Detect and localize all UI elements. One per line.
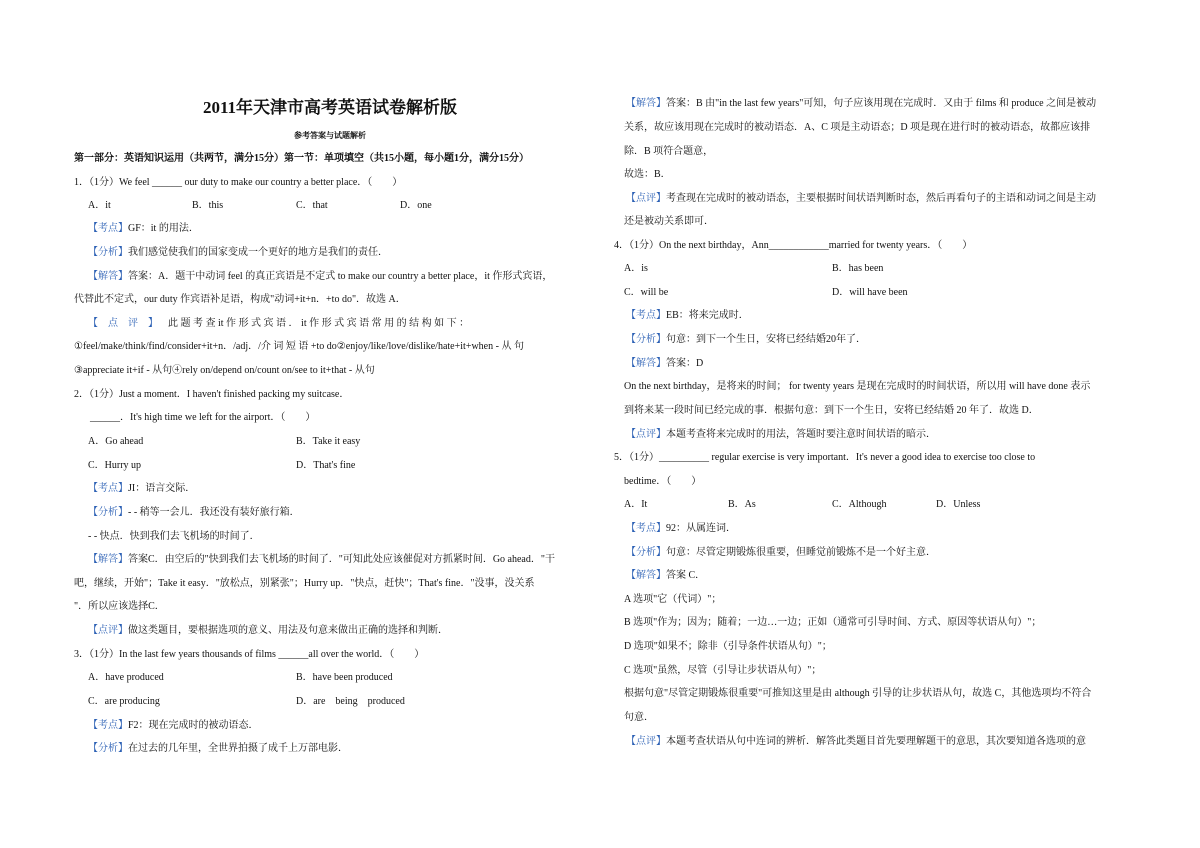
q2-options-row2 <box>88 459 508 472</box>
q3-options-row2 <box>88 695 508 708</box>
fenxi-tag: 【分析】 <box>88 247 128 258</box>
page-title: 2011年天津市高考英语试卷解析版 <box>202 98 458 117</box>
q5-option-c-note: C 选项"虽然，尽管（引导让步状语从句）"； <box>624 665 822 676</box>
q3-dianping-text: 考查现在完成时的被动语态，主要根据时间状语判断时态，然后再看句子的主语和动词之间是主动 <box>666 193 1096 204</box>
q1-kaodian-text: GF：it 的用法． <box>128 223 199 234</box>
q4-dianping-text: 本题考查将来完成时的用法，答题时要注意时间状语的暗示． <box>666 429 936 440</box>
kaodian-tag: 【考点】 <box>626 523 666 534</box>
q5-option-c: C．Although <box>832 499 887 510</box>
q5-option-b-note: B 选项"作为；因为；随着；一边…一边；正如（通常可引导时间、方式、原因等状语从句）"； <box>624 617 1042 628</box>
q3-kaodian <box>88 719 259 732</box>
section-heading: 第一部分：英语知识运用（共两节，满分15分）第一节：单项填空（共15小题，每小题1分，满分15分） <box>74 153 529 164</box>
q1-fenxi <box>88 246 388 259</box>
q3-option-b: B．have been produced <box>296 672 393 683</box>
q5-option-a: A．It <box>624 499 648 510</box>
q4-option-d: D．will have been <box>832 287 908 298</box>
q4-jieda-text: 答案：D <box>666 358 704 369</box>
q2-option-a: A．Go ahead <box>88 436 144 447</box>
q3-options-row1 <box>88 671 508 684</box>
dianping-tag: 【 点 评 】 <box>88 318 158 329</box>
q1-options <box>88 199 508 212</box>
q1-option-c: C．that <box>296 200 328 211</box>
q2-jieda-3: "．所以应该选择C． <box>74 601 165 612</box>
q5-dianping <box>626 735 1086 748</box>
q5-kaodian <box>626 522 736 535</box>
jieda-tag: 【解答】 <box>88 554 128 565</box>
q2-kaodian-text: JI：语言交际． <box>128 483 196 494</box>
q4-options-row1 <box>624 262 1044 275</box>
kaodian-tag: 【考点】 <box>88 483 128 494</box>
kaodian-tag: 【考点】 <box>88 720 128 731</box>
q1-jieda-cont: 代替此不定式，our duty 作宾语补足语，构成"动词+it+n．+to do"．故选 A． <box>74 294 406 305</box>
q5-jieda-text: 答案 C． <box>666 570 706 581</box>
q3-dianping <box>626 192 1096 205</box>
q1-jieda-text: 答案：A．题干中动词 feel 的真正宾语是不定式 to make our country a better place，it 作形式宾语， <box>128 271 553 282</box>
q2-stem-2: ______．It's high time we left for the airport．（ ） <box>90 412 316 423</box>
q5-option-a-note: A 选项"它（代词）"； <box>624 594 722 605</box>
q4-fenxi <box>626 333 866 346</box>
q4-option-b: B．has been <box>832 263 884 274</box>
q2-kaodian <box>88 482 195 495</box>
dianping-tag: 【点评】 <box>626 736 666 747</box>
fenxi-tag: 【分析】 <box>626 334 666 345</box>
q1-jieda <box>88 270 552 283</box>
q1-option-a: A．it <box>88 200 111 211</box>
q1-dianping-2: ①feel/make/think/find/consider+it+n．/adj．/介 词 短 语 +to do②enjoy/like/love/dislike/hate+it+when - 从 句 <box>74 341 524 352</box>
q3-fenxi-text: 在过去的几年里，全世界拍摄了成千上万部电影． <box>128 743 348 754</box>
q4-option-a: A．is <box>624 263 648 274</box>
q5-dianping-text: 本题考查状语从句中连词的辨析．解答此类题目首先要理解题干的意思，其次要知道各选项的意 <box>666 736 1086 747</box>
q2-stem-1: 2．（1分）Just a moment．I haven't finished packing my suitcase． <box>74 389 350 400</box>
q2-fenxi-text: - - 稍等一会儿．我还没有装好旅行箱． <box>128 507 300 518</box>
q1-stem: 1．（1分）We feel ______ our duty to make our country a better place．（ ） <box>74 177 403 188</box>
q2-dianping <box>88 624 448 637</box>
q4-dianping <box>626 428 936 441</box>
fenxi-tag: 【分析】 <box>626 547 666 558</box>
q3-jieda-text: 答案：B 由"in the last few years"可知，句子应该用现在完成时．又由于 films 和 produce 之间是被动 <box>666 98 1097 109</box>
jieda-tag: 【解答】 <box>626 98 666 109</box>
q5-kaodian-text: 92：从属连词． <box>666 523 736 534</box>
jieda-tag: 【解答】 <box>626 570 666 581</box>
q2-fenxi-2: - - 快点．快到我们去飞机场的时间了． <box>88 531 260 542</box>
q4-fenxi-text: 句意：到下一个生日，安将已经结婚20年了． <box>666 334 866 345</box>
fenxi-tag: 【分析】 <box>88 743 128 754</box>
q5-stem-2: bedtime．（ ） <box>624 476 702 487</box>
q1-kaodian <box>88 222 199 235</box>
q5-option-d-note: D 选项"如果不；除非（引导条件状语从句）"； <box>624 641 832 652</box>
q5-fenxi-text: 句意：尽管定期锻炼很重要，但睡觉前锻炼不是一个好主意． <box>666 547 936 558</box>
q2-option-c: C．Hurry up <box>88 460 142 471</box>
dianping-tag: 【点评】 <box>626 429 666 440</box>
q5-option-d: D．Unless <box>936 499 981 510</box>
kaodian-tag: 【考点】 <box>88 223 128 234</box>
q3-option-a: A．have produced <box>88 672 164 683</box>
q3-option-c: C．are producing <box>88 696 160 707</box>
q2-jieda <box>88 553 555 566</box>
q5-conclusion-2: 句意． <box>624 712 654 723</box>
q1-dianping <box>88 317 586 330</box>
q2-option-b: B．Take it easy <box>296 436 361 447</box>
q1-fenxi-text: 我们感觉使我们的国家变成一个更好的地方是我们的责任． <box>128 247 388 258</box>
dianping-tag: 【点评】 <box>626 193 666 204</box>
q3-jieda-2: 关系，故应该用现在完成时的被动语态．A、C 项是主动语态；D 项是现在进行时的被动语态，故都应该排 <box>624 122 1091 133</box>
q2-options-row1 <box>88 435 508 448</box>
q5-options <box>624 498 1044 511</box>
page-subtitle: 参考答案与试题解析 <box>294 131 366 140</box>
q4-jieda <box>626 357 703 370</box>
q2-dianping-text: 做这类题目，要根据选项的意义、用法及句意来做出正确的选择和判断． <box>128 625 448 636</box>
q5-option-b: B．As <box>728 499 756 510</box>
q3-kaodian-text: F2：现在完成时的被动语态． <box>128 720 259 731</box>
q2-jieda-2: 吧，继续，开始"；Take it easy．"放松点，别紧张"；Hurry up．"快点，赶快"；That's fine．"没事，没关系 <box>74 578 535 589</box>
q5-conclusion: 根据句意"尽管定期锻炼很重要"可推知这里是由 although 引导的让步状语从句，故选 C，其他选项均不符合 <box>624 688 1092 699</box>
q1-dianping-3: ③appreciate it+if - 从句④rely on/depend on/count on/see to it+that - 从句 <box>74 365 375 376</box>
fenxi-tag: 【分析】 <box>88 507 128 518</box>
q4-option-c: C．will be <box>624 287 669 298</box>
q4-jieda-3: 到将来某一段时间已经完成的事．根据句意：到下一个生日，安将已经结婚 20 年了．故选 D． <box>624 405 1039 416</box>
q4-options-row2 <box>624 286 1044 299</box>
q4-jieda-2: On the next birthday，是将来的时间； for twenty years 是现在完成时的时间状语，所以用 will have done 表示 <box>624 381 1091 392</box>
q1-option-b: B．this <box>192 200 224 211</box>
q3-stem: 3．（1分）In the last few years thousands of films ______all over the world．（ ） <box>74 649 425 660</box>
q5-fenxi <box>626 546 936 559</box>
kaodian-tag: 【考点】 <box>626 310 666 321</box>
q4-kaodian-text: EB：将来完成时． <box>666 310 749 321</box>
q3-fenxi <box>88 742 348 755</box>
q5-stem-1: 5．（1分）__________ regular exercise is very important．It's never a good idea to exercise too close to <box>614 452 1036 463</box>
q3-jieda-4: 故选：B． <box>624 169 671 180</box>
q5-jieda <box>626 569 705 582</box>
jieda-tag: 【解答】 <box>88 271 128 282</box>
jieda-tag: 【解答】 <box>626 358 666 369</box>
q3-jieda-3: 除．B 项符合题意， <box>624 146 714 157</box>
q2-option-d: D．That's fine <box>296 460 356 471</box>
q2-fenxi <box>88 506 300 519</box>
q3-option-d: D．are being produced <box>296 696 405 707</box>
q3-dianping-2: 还是被动关系即可． <box>624 216 714 227</box>
q4-kaodian <box>626 309 749 322</box>
q3-jieda <box>626 97 1096 110</box>
q4-stem: 4．（1分）On the next birthday，Ann____________married for twenty years．（ ） <box>614 240 973 251</box>
q1-option-d: D．one <box>400 200 432 211</box>
q1-dianping-text: 此 题 考 查 it 作 形 式 宾 语 ． it 作 形 式 宾 语 常 用 的 结 构 如 下 ： <box>168 318 470 329</box>
q2-jieda-text: 答案C．由空后的"快到我们去飞机场的时间了．"可知此处应该催促对方抓紧时间．Go ahead．"干 <box>128 554 555 565</box>
dianping-tag: 【点评】 <box>88 625 128 636</box>
